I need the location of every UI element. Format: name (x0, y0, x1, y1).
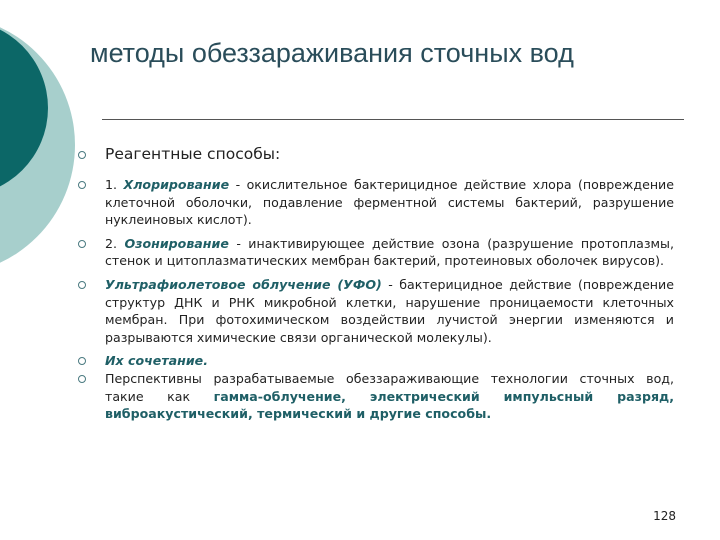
slide-title: методы обеззараживания сточных вод (90, 38, 574, 68)
bullet-circle-icon (78, 240, 86, 248)
list-item-chlorination (78, 176, 674, 229)
item-prefix: 2. (105, 235, 125, 251)
item-highlight: гамма-облучение, электрический импульсный разряд, виброакустический, термический и другие способы. (105, 388, 674, 422)
item-text: Реагентные способы: (105, 145, 281, 163)
item-text: - инактивирующее действие озона (разрушение протоплазмы, стенок и цитоплазматических мембран бактерий, протеиновых оболочек вирусов). (105, 235, 674, 269)
item-text: - бактерицидное действие (повреждение структур ДНК и РНК микробной клетки, нарушение проницаемости клеточных мембран. При фотохимическом воздействии лучистой энергии изменяются и разрываются химические связи органической молекулы). (105, 276, 674, 345)
item-term: Ультрафиолетовое облучение (УФО) (105, 276, 382, 292)
bullet-circle-icon (78, 181, 86, 189)
list-item-reagent-methods (78, 144, 674, 164)
bullet-circle-icon (78, 281, 86, 289)
bullet-circle-icon (78, 357, 86, 365)
bullet-circle-icon (78, 375, 86, 383)
item-text: Перспективны разрабатываемые обеззараживающие технологии сточных вод, такие как (105, 370, 674, 404)
item-prefix: 1. (105, 177, 124, 192)
bullet-list (78, 144, 674, 423)
page-number: 128 (653, 509, 676, 523)
bullet-circle-icon (78, 151, 86, 159)
list-item-combination (78, 352, 674, 370)
list-item-uv-irradiation (78, 276, 674, 346)
item-term: Озонирование (124, 235, 229, 251)
list-item-ozonation (78, 235, 674, 270)
item-text: - окислительное бактерицидное действие хлора (повреждение клеточной оболочки, подавление ферментной системы бактерий, разрушение нуклеиновых кислот). (105, 177, 674, 228)
item-term: Хлорирование (123, 177, 230, 192)
title-divider (102, 119, 684, 120)
list-item-prospective-technologies (78, 370, 674, 423)
decorative-circles (0, 0, 80, 300)
item-term: Их сочетание. (105, 353, 209, 369)
